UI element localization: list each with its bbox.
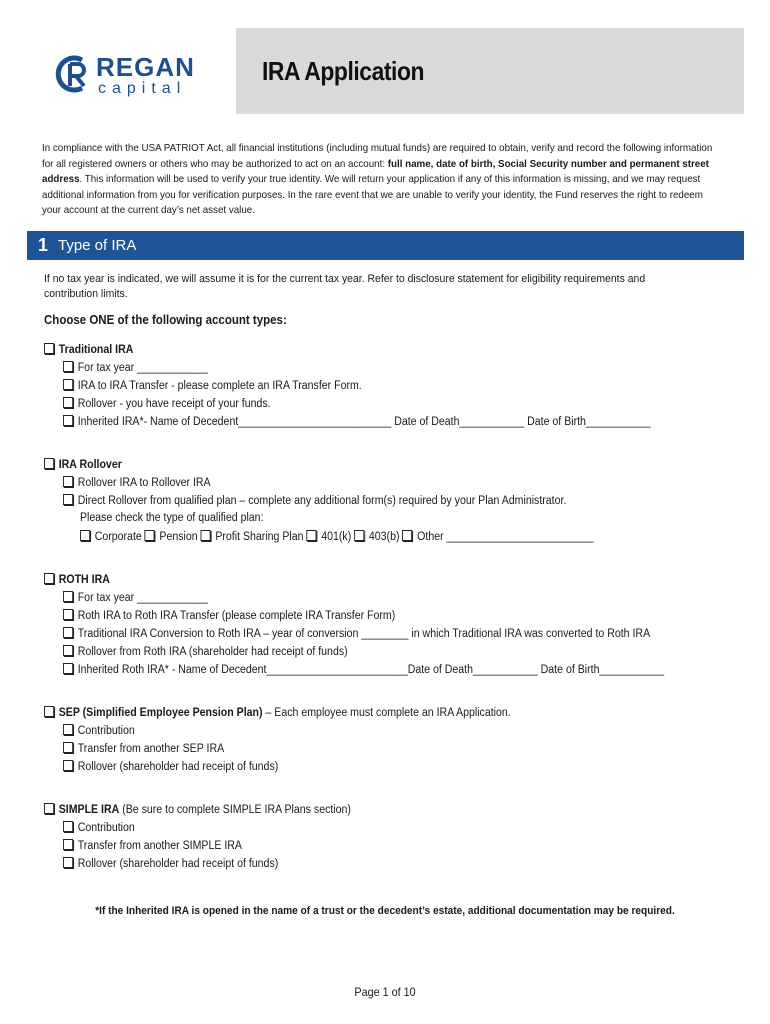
option-label: Contribution [77,725,135,737]
logo-subtitle: capital [98,80,187,97]
option-label: ROTH IRA [58,574,110,586]
checkbox[interactable] [402,530,412,541]
plan-option-corporate[interactable] [80,531,142,543]
option-label-rest: – Each employee must complete an IRA Application. [262,707,511,719]
option-label: Rollover (shareholder had receipt of funds) [77,761,279,773]
checkbox[interactable] [63,476,73,487]
footnote [0,905,770,917]
title-box [236,28,744,114]
option-label: Transfer from another SIMPLE IRA [77,840,242,852]
checkbox[interactable] [63,724,73,735]
intro-bold-text: full name, date of birth, Social Security number and permanent street address [42,158,709,185]
checkbox[interactable] [63,609,73,620]
checkbox[interactable] [63,361,73,372]
option-traditional-ira[interactable] [44,343,133,356]
checkbox[interactable] [44,343,54,354]
checkbox[interactable] [44,573,54,584]
checkbox[interactable] [307,530,317,541]
checkbox[interactable] [145,530,155,541]
checkbox[interactable] [63,379,73,390]
option-label: 401(k) [321,531,352,543]
plan-option-profit-sharing[interactable] [201,531,304,543]
option-label: Inherited Roth IRA* - Name of Decedent________________________Date of Death___________ Date of Birth___________ [77,664,665,676]
option-simple-ira[interactable] [44,803,351,816]
option-label: 403(b) [368,531,400,543]
option-label: Rollover - you have receipt of your funds. [77,398,271,410]
plan-type-instruction: Please check the type of qualified plan: [80,512,264,524]
option-traditional-inherited[interactable] [63,415,651,428]
section-header [27,231,744,260]
plan-type-options [80,530,594,543]
checkbox[interactable] [63,857,73,868]
page-number [0,985,770,999]
checkbox[interactable] [63,663,73,674]
option-simple-transfer[interactable] [63,839,242,852]
option-label: Traditional IRA Conversion to Roth IRA – year of conversion ________ in which Traditional IRA was converted to Roth IRA [77,628,651,640]
regan-monogram-icon [52,52,92,96]
intro-paragraph [42,141,714,219]
checkbox[interactable] [63,839,73,850]
footnote-text: *If the Inherited IRA is opened in the name of a trust or the decedent’s estate, additional documentation may be required. [95,905,675,917]
option-rollover-to-rollover[interactable] [63,476,211,489]
checkbox[interactable] [201,530,211,541]
checkbox[interactable] [44,458,54,469]
option-roth-conversion[interactable] [63,627,650,640]
option-sep-transfer[interactable] [63,742,224,755]
option-roth-transfer[interactable] [63,609,395,622]
option-label: Direct Rollover from qualified plan – complete any additional form(s) required by your Plan Administrator. [77,495,567,507]
option-traditional-rollover[interactable] [63,397,271,410]
option-sep-contribution[interactable] [63,724,135,737]
checkbox[interactable] [44,706,54,717]
option-label: SIMPLE IRA [58,804,120,816]
plan-option-401k[interactable] [307,531,352,543]
option-ira-rollover[interactable] [44,458,122,471]
option-roth-tax-year[interactable] [63,591,208,604]
plan-option-403b[interactable] [354,531,399,543]
option-direct-rollover[interactable] [63,494,566,507]
checkbox[interactable] [63,591,73,602]
plan-option-pension[interactable] [145,531,198,543]
plan-option-other[interactable] [402,531,593,543]
checkbox[interactable] [80,530,90,541]
option-sep-ira[interactable] [44,706,511,719]
checkbox[interactable] [354,530,364,541]
tax-year-note: If no tax year is indicated, we will assume it is for the current tax year. Refer to disclosure statement for eligibility requirements and contribution limits. [44,273,646,300]
checkbox[interactable] [63,415,73,426]
option-label: For tax year ____________ [77,592,208,604]
intro-text-1: In compliance with the USA PATRIOT Act, all financial institutions (including mutual funds) are required to obtain, verify and record the following information for all registered owners or others who may be authorized to act on an account: [42,143,713,170]
option-label: For tax year ____________ [77,362,208,374]
checkbox[interactable] [63,494,73,505]
option-label: Other _________________________ [417,531,594,543]
option-roth-inherited[interactable] [63,663,664,676]
option-label: Traditional IRA [58,344,134,356]
logo-wordmark: REGAN [96,52,195,82]
option-simple-contribution[interactable] [63,821,135,834]
checkbox[interactable] [63,742,73,753]
option-roth-rollover[interactable] [63,645,348,658]
option-label: Profit Sharing Plan [215,531,304,543]
option-label: Rollover from Roth IRA (shareholder had receipt of funds) [77,646,348,658]
option-label: Rollover IRA to Rollover IRA [77,477,211,489]
option-roth-ira[interactable] [44,573,110,586]
checkbox[interactable] [63,760,73,771]
option-label: Transfer from another SEP IRA [77,743,225,755]
option-label: Contribution [77,822,135,834]
regan-capital-logo [52,48,212,100]
page-number-text: Page 1 of 10 [354,985,416,999]
option-label: Rollover (shareholder had receipt of funds) [77,858,279,870]
option-label: Inherited IRA*- Name of Decedent__________________________ Date of Death___________ Date of Birth___________ [77,416,651,428]
option-label: IRA Rollover [58,459,122,471]
option-label: Pension [159,531,198,543]
intro-text-2: . This information will be used to verify your true identity. We will return your application if any of this information is missing, and we may request additional information from you for verification purposes. In the rare event that we are unable to verify your identity, the Fund reserves the right to redeem your account at the current day’s net asset value. [42,174,703,216]
page-title: IRA Application [262,56,425,86]
checkbox[interactable] [63,397,73,408]
checkbox[interactable] [63,627,73,638]
option-traditional-tax-year[interactable] [63,361,208,374]
option-label: Roth IRA to Roth IRA Transfer (please complete IRA Transfer Form) [77,610,396,622]
option-sep-rollover[interactable] [63,760,278,773]
checkbox[interactable] [63,645,73,656]
option-label: IRA to IRA Transfer - please complete an IRA Transfer Form. [77,380,362,392]
option-label-rest: (Be sure to complete SIMPLE IRA Plans section) [119,804,351,816]
option-traditional-transfer[interactable] [63,379,362,392]
option-label: Corporate [94,531,142,543]
section-title: Type of IRA [58,237,137,254]
option-label: SEP (Simplified Employee Pension Plan) [58,707,263,719]
checkbox[interactable] [44,803,54,814]
checkbox[interactable] [63,821,73,832]
section-number: 1 [38,235,49,255]
option-simple-rollover[interactable] [63,857,278,870]
choose-heading: Choose ONE of the following account types: [44,313,287,327]
